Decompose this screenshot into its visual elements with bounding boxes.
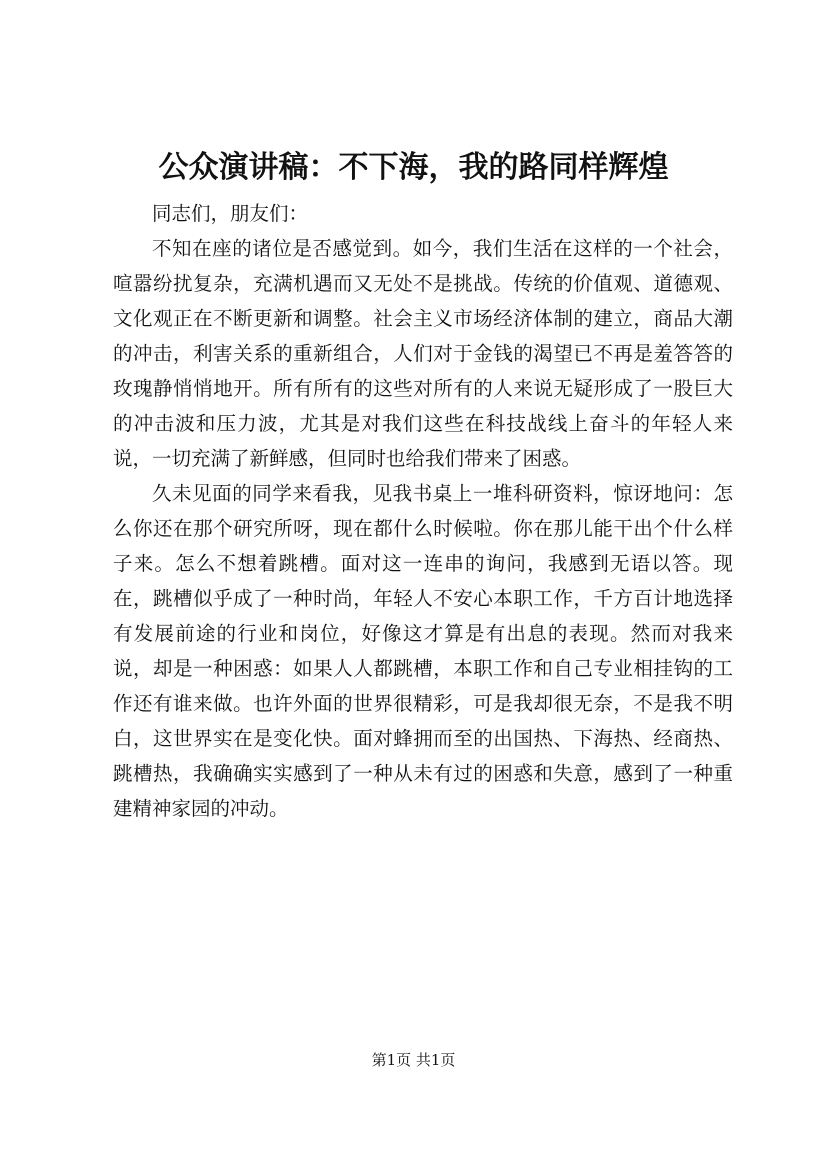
paragraph-1: 不知在座的诸位是否感觉到。如今，我们生活在这样的一个社会，喧嚣纷扰复杂，充满机遇而又无处不是挑战。传统的价值观、道德观、文化观正在不断更新和调整。社会主义市场经济体制的建立，商品大潮的冲击，利害关系的重新组合，人们对于金钱的渴望已不再是羞答答的玫瑰静悄悄地开。所有所有的这些对所有的人来说无疑形成了一股巨大的冲击波和压力波，尤其是对我们这些在科技战线上奋斗的年轻人来说，一切充满了新鲜感，但同时也给我们带来了困惑。 bbox=[113, 237, 733, 470]
document-body bbox=[113, 196, 733, 826]
paragraph-2: 久未见面的同学来看我，见我书桌上一堆科研资料，惊讶地问：怎么你还在那个研究所呀，现在都什么时候啦。你在那儿能干出个什么样子来。怎么不想着跳槽。面对这一连串的询问，我感到无语以答。现在，跳槽似乎成了一种时尚，年轻人不安心本职工作，千方百计地选择有发展前途的行业和岗位，好像这才算是有出息的表现。然而对我来说，却是一种困惑：如果人人都跳槽，本职工作和自己专业相挂钩的工作还有谁来做。也许外面的世界很精彩，可是我却很无奈，不是我不明白，这世界实在是变化快。面对蜂拥而至的出国热、下海热、经商热、跳槽热，我确确实实感到了一种从未有过的困惑和失意，感到了一种重建精神家园的冲动。 bbox=[113, 482, 733, 820]
page-footer: 第1页 共1页 bbox=[371, 1051, 456, 1069]
document-title: 公众演讲稿：不下海，我的路同样辉煌 bbox=[158, 150, 669, 185]
salutation: 同志们，朋友们： bbox=[152, 202, 309, 225]
